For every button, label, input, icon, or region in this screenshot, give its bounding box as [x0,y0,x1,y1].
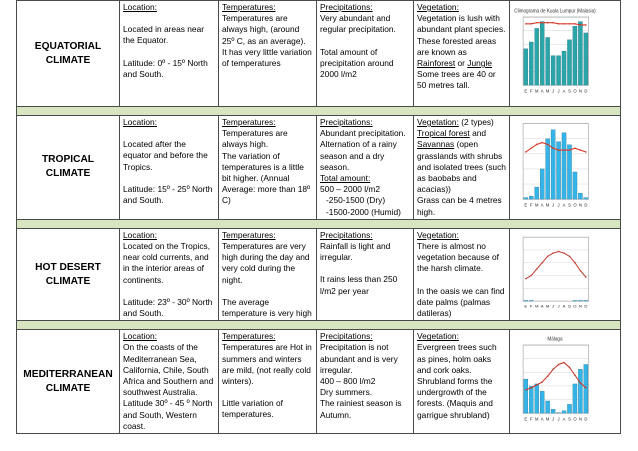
month-tick: O [573,416,577,422]
vegetation-text-2: In the oasis we can find date palms (palmas datileras) [417,285,505,319]
month-tick: A [540,202,544,208]
month-tick: A [540,416,544,422]
month-tick: A [562,416,566,422]
precip-bar [551,130,555,199]
temperature-point [580,149,582,151]
precipitations-cell [317,228,414,320]
latitude-text: Latitude: 23º - 30º North and South. [123,296,213,319]
temperature-point [563,23,565,25]
precipitations-text-3: Dry summers. [320,387,373,398]
precip-bar [562,411,566,413]
month-tick: S [568,202,571,208]
total-amount: 500 – 2000 l/m2 [320,184,381,195]
precip-bar [578,21,582,85]
vegetation-text: Vegetation is lush with abundant plant species. These forested areas are known as [417,13,506,57]
precipitations-total: Total amount of precipitation around 2000 l/m2 [320,46,394,80]
vegetation-and: and [469,128,487,139]
temperature-point [580,382,582,384]
precip-bar [524,300,528,301]
temperatures-text: Temperatures are very high during the day and very cold during the night. [222,241,310,285]
temperature-point [585,276,587,277]
precipitations-cell [317,330,414,434]
temperature-point [558,23,560,25]
temperature-point [585,151,587,153]
precip-bar [567,145,571,199]
location-label: Location: [123,331,157,342]
temperature-point [536,268,538,269]
month-tick: J [552,303,555,309]
climate-name: HOT DESERT CLIMATE [17,228,120,320]
row-mediterranean [17,330,621,434]
month-tick: A [562,202,566,208]
precip-bar [546,37,550,85]
location-cell [120,228,219,320]
mediterranean-climograph [513,334,597,426]
vegetation-label: Vegetation: [417,331,459,342]
temperatures-label: Temperatures: [222,229,276,240]
precip-bar [573,384,577,413]
temperature-point [531,23,533,25]
temperature-point [547,22,549,24]
precip-bar [540,169,544,199]
jungle-link[interactable]: Jungle [467,58,492,69]
location-cell [120,116,219,220]
temperature-point [558,364,560,366]
climate-name: TROPICAL CLIMATE [17,116,120,220]
month-tick: S [568,416,571,422]
month-tick: J [557,202,560,208]
temperature-point [541,22,543,24]
location-text: On the coasts of the Mediterranean Sea, California, Chile, South Africa and Southern and southwest Australia. [123,342,214,398]
temperatures-cell [219,330,317,434]
row-hot-desert [17,228,621,320]
temperature-point [541,381,543,383]
tropical-forest-link[interactable]: Tropical forest [417,128,470,139]
month-tick: E [524,202,528,208]
vegetation-label: Vegetation: [417,2,459,12]
location-label: Location: [123,229,157,240]
month-tick: M [545,88,550,94]
precip-bar [529,387,533,414]
temperature-point [563,149,565,151]
total-amount-label: Total amount: [320,173,371,184]
precip-bar [556,56,560,86]
precip-bar [578,193,582,199]
precip-bar [573,26,577,85]
climate-name: EQUATORIAL CLIMATE [17,1,120,107]
month-tick: J [557,303,560,309]
precipitations-label: Precipitations: [320,229,373,240]
latitude-text: Latitude: 0º - 15º North and South. [123,57,208,79]
temperature-point [525,278,527,279]
temperature-point [558,251,560,252]
precipitations-cell [317,1,414,107]
temperatures-cell [219,116,317,220]
temperature-point [558,149,560,151]
temperature-point [580,270,582,271]
temperature-point [541,262,543,263]
precip-bar [584,197,588,199]
temperature-point [585,24,587,26]
precip-bar [578,369,582,413]
temperature-point [531,387,533,389]
temperature-point [531,275,533,276]
chart-title: Málaga [547,337,563,343]
precipitations-label: Precipitations: [320,331,373,342]
temperature-point [569,23,571,25]
location-label: Location: [123,2,157,12]
month-tick: S [568,88,571,94]
precip-bar [546,139,550,199]
month-tick: A [540,303,544,309]
row-equatorial [17,1,621,107]
location-cell [120,330,219,434]
temperature-point [569,367,571,369]
month-tick: J [557,88,560,94]
tropical-climograph [513,120,597,212]
temperature-point [536,384,538,386]
temperature-point [525,151,527,153]
temperature-point [574,23,576,25]
temperature-point [541,142,543,144]
precip-bar [524,49,528,85]
precip-bar [535,187,539,199]
precip-bar [573,300,577,301]
temperatures-text: Temperatures are Hot in summers and winters are mild, (not really cold winters). [222,342,312,387]
temperatures-cell [219,228,317,320]
precip-bar [529,300,533,301]
latitude-text: Latitude: 15º - 25º North and South. [123,183,213,206]
month-tick: F [529,202,533,208]
vegetation-types: (2 types) [458,117,494,127]
precip-bar [573,172,577,199]
location-text: Located after the equator and before the Tropics. [123,139,208,172]
month-tick: M [534,202,539,208]
precipitations-total: It rains less than 250 l/m2 per year [320,274,398,296]
month-tick: J [557,416,560,422]
temperature-point [563,362,565,364]
temperatures-label: Temperatures: [222,117,276,127]
precip-bar [578,300,582,301]
precip-bar [524,197,528,199]
precip-bar [584,33,588,85]
month-tick: J [552,202,555,208]
month-tick: N [578,88,582,94]
temperatures-text-2: It has very little variation of temperatures [222,46,312,69]
month-tick: D [584,88,588,94]
climograph-cell [510,228,621,320]
month-tick: D [584,303,588,309]
rainforest-link[interactable]: Rainforest [417,58,456,69]
location-text: Located in areas near the Equator. [123,24,205,46]
vegetation-or: or [455,58,468,69]
chart-title: Climograma de Kuala Lumpur (Malasia) [514,9,596,15]
month-tick: F [529,88,533,94]
precipitations-label: Precipitations: [320,2,373,12]
month-tick: O [573,202,577,208]
month-tick: J [552,88,555,94]
month-tick: J [552,416,555,422]
precip-bar [529,42,533,85]
precip-bar [540,391,544,413]
temperatures-text-2: The variation of temperatures is a little bit higher. (Annual Average: more than 18º C) [222,150,311,206]
precip-bar [584,365,588,414]
chart-background [513,234,597,312]
month-tick: D [584,202,588,208]
month-tick: S [568,303,571,309]
temperature-point [574,147,576,149]
month-tick: E [524,303,528,309]
temperature-point [569,256,571,257]
month-tick: F [529,303,533,309]
month-tick: F [529,416,533,422]
month-tick: E [524,88,528,94]
precip-bar [567,405,571,414]
temperature-point [569,149,571,151]
precip-bar [529,196,533,199]
vegetation-text: Evergreen trees such as pines, holm oaks and cork oaks. [417,342,497,375]
precip-bar [567,40,571,85]
precipitations-text: Very abundant and regular precipitation. [320,13,396,35]
precip-bar [584,300,588,301]
month-tick: N [578,202,582,208]
precipitations-total: 400 – 800 l/m2 [320,376,376,387]
temperature-point [525,23,527,25]
temperature-point [552,22,554,24]
month-tick: O [573,303,577,309]
temperatures-text-2: The average temperature is very high [222,296,312,319]
temperature-point [525,389,527,391]
precip-bar [551,409,555,413]
vegetation-text-3: Grass can be 4 metres high. [417,195,502,217]
month-tick: O [573,88,577,94]
vegetation-label: Vegetation: [417,117,459,127]
vegetation-text: There is almost no vegetation because of the harsh climate. [417,241,499,274]
vegetation-cell [414,330,510,434]
temperature-point [536,22,538,24]
month-tick: M [534,303,539,309]
month-tick: A [562,303,566,309]
month-tick: M [545,416,550,422]
temperature-point [585,387,587,389]
month-tick: D [584,416,588,422]
month-tick: M [545,202,550,208]
climograph-cell [510,116,621,220]
temperature-point [574,262,576,263]
temperature-point [531,147,533,149]
month-tick: M [534,416,539,422]
temperature-point [536,143,538,145]
month-tick: N [578,303,582,309]
climograph-cell [510,1,621,107]
temperature-point [580,24,582,26]
vegetation-text-2: Shrubland forms the undergrowth of the forests. (Maquis and garrigue shrubland) [417,376,493,420]
row-tropical [17,116,621,220]
precip-bar [562,133,566,199]
precip-bar [540,21,544,85]
month-tick: N [578,416,582,422]
precip-bar [524,379,528,413]
temperatures-label: Temperatures: [222,2,276,12]
temperatures-text: Temperatures are always high, (around 25º C, as an average). [222,13,306,46]
vegetation-cell [414,116,510,220]
vegetation-label: Vegetation: [417,229,459,240]
month-tick: M [545,303,550,309]
temperature-point [563,252,565,253]
precip-bar [535,28,539,85]
location-label: Location: [123,117,157,127]
temperature-point [552,252,554,253]
climate-name: MEDITERRANEAN CLIMATE [17,330,120,434]
precipitations-text: Abundant precipitation. [320,128,406,139]
temperature-point [552,369,554,371]
temperatures-text: Temperatures are always high. [222,128,288,150]
precip-bar [546,401,550,413]
precip-bar [535,384,539,413]
dry-amount: -250-1500 (Dry) [326,195,386,206]
equatorial-climograph [513,6,597,98]
savannas-link[interactable]: Savannas [417,139,455,150]
vegetation-text-2: Some trees are 40 or 50 metres tall. [417,69,496,91]
latitude-text: Latitude 30º - 45 º North and South, Western coast. [123,398,213,431]
precipitations-cell [317,116,414,220]
month-tick: M [534,88,539,94]
precipitations-label: Precipitations: [320,117,373,127]
precip-bar [562,51,566,85]
climates-table [16,0,621,434]
temperature-point [547,375,549,377]
climograph-cell [510,330,621,434]
temperature-point [574,375,576,377]
precipitations-text-2: Alternation of a rainy season and a dry season. [320,139,397,172]
month-tick: A [562,88,566,94]
temperature-point [552,147,554,149]
precipitations-text: Rainfall is light and irregular. [320,241,391,263]
temperature-point [547,256,549,257]
precip-bar [551,56,555,86]
temperatures-label: Temperatures: [222,331,276,342]
separator-row [17,107,621,116]
location-text: Located on the Tropics, near cold currents, and in the interior areas of continents. [123,241,211,285]
temperature-point [547,143,549,145]
desert-climograph [513,234,597,312]
temperatures-cell [219,1,317,107]
separator-row [17,321,621,330]
temperatures-text-2: Little variation of temperatures. [222,398,283,420]
vegetation-cell [414,1,510,107]
humid-amount: -1500-2000 (Humid) [326,206,401,217]
location-cell [120,1,219,107]
precipitations-text: Precipitation is not abundant and is very irregular. [320,342,398,375]
separator-row [17,219,621,228]
month-tick: A [540,88,544,94]
month-tick: E [524,416,528,422]
vegetation-cell [414,228,510,320]
precipitations-text-4: The rainiest season is Autumn. [320,398,402,420]
vegetation-text-2: (open grasslands with shrubs and isolated trees (such as baobabs and acacias)) [417,139,506,195]
